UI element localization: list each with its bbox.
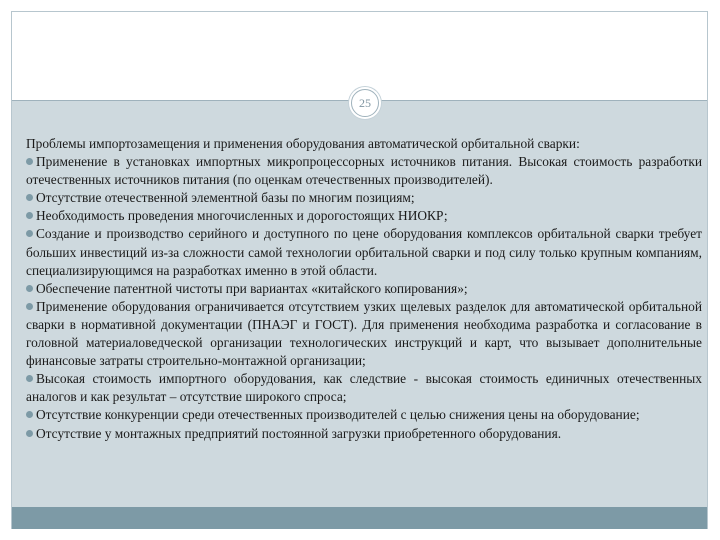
bullet-icon xyxy=(26,158,33,165)
bullet-text: Применение в установках импортных микропроцессорных источников питания. Высокая стоимость разработки отечественных источников питания (по оценкам отечественных производителей). xyxy=(26,154,702,188)
bullet-text: Высокая стоимость импортного оборудования, как следствие - высокая стоимость единичных отечественных аналогов и как результат – отсутствие широкого спроса; xyxy=(26,371,702,405)
bullet-text: Отсутствие конкуренции среди отечественных производителей с целью снижения цены на оборудование; xyxy=(36,407,640,423)
bullet-item xyxy=(26,207,702,225)
bullet-item xyxy=(26,370,702,406)
bullet-text: Отсутствие отечественной элементной базы по многим позициям; xyxy=(36,190,415,206)
bullet-item xyxy=(26,153,702,189)
bullet-icon xyxy=(26,212,33,219)
text-body xyxy=(26,135,702,443)
footer-band xyxy=(12,507,707,529)
page-number: 25 xyxy=(359,95,371,110)
bullet-icon xyxy=(26,285,33,292)
bullet-text: Отсутствие у монтажных предприятий постоянной загрузки приобретенного оборудования. xyxy=(36,425,562,441)
slide-header-area xyxy=(12,12,707,100)
bullet-text: Необходимость проведения многочисленных и дорогостоящих НИОКР; xyxy=(36,208,448,224)
bullet-icon xyxy=(26,303,33,310)
bullet-item xyxy=(26,225,702,279)
bullet-icon xyxy=(26,375,33,382)
bullet-text: Обеспечение патентной чистоты при вариантах «китайского копирования»; xyxy=(36,280,468,296)
bullet-item xyxy=(26,298,702,370)
bullet-item xyxy=(26,406,702,424)
bullet-text: Создание и производство серийного и доступного по цене оборудования комплексов орбитальной сварки требует больших инвестиций из-за сложности самой технологии орбитальной сварки и под силу только крупным компаниям, специализирующимся на разработках именно в этой области. xyxy=(26,226,702,278)
page-number-badge xyxy=(351,89,379,117)
bullet-icon xyxy=(26,411,33,418)
bullet-icon xyxy=(26,230,33,237)
bullet-text: Применение оборудования ограничивается отсутствием узких щелевых разделок для автоматической орбитальной сварки в нормативной документации (ПНАЭГ и ГОСТ). Для применения необходима разработка и согласование в головной материаловедческой организации технологических инструкций и карт, что вызывает дополнительные финансовые затраты строительно-монтажной организации; xyxy=(26,298,702,369)
bullet-icon xyxy=(26,194,33,201)
bullet-item xyxy=(26,280,702,298)
bullet-item xyxy=(26,189,702,207)
content-panel xyxy=(12,101,707,507)
bullet-item xyxy=(26,425,702,443)
intro-text: Проблемы импортозамещения и применения оборудования автоматической орбитальной сварки: xyxy=(26,136,580,151)
bullet-icon xyxy=(26,430,33,437)
slide-frame xyxy=(11,11,708,529)
